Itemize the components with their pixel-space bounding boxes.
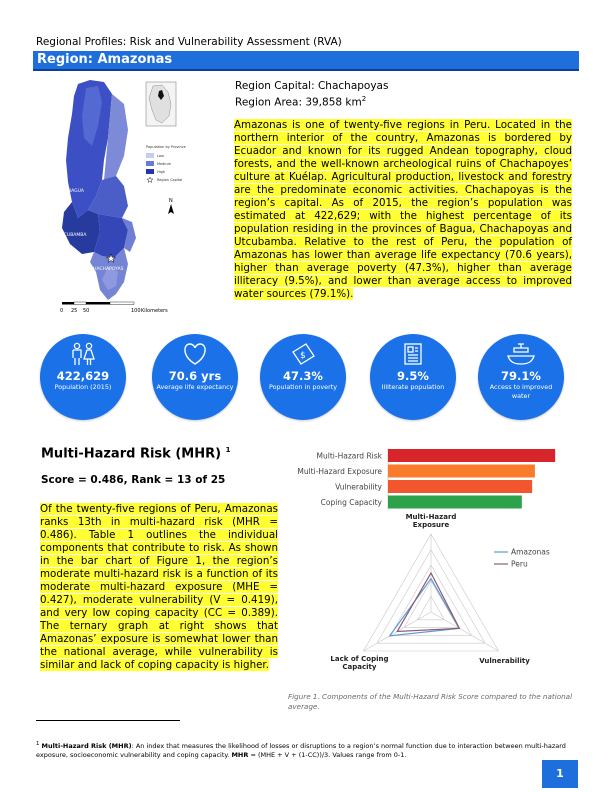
mhr-heading-sup: 1: [225, 446, 231, 454]
radar-legend-label-1: Peru: [511, 559, 528, 569]
radar-axis-label-2: Lack of Coping: [330, 655, 389, 663]
radar-axis-label-0: Exposure: [412, 521, 450, 529]
scale-tick-0: 0: [60, 308, 64, 314]
legend-medium-swatch: [146, 161, 154, 166]
scale-tick-25: 25: [71, 308, 78, 314]
legend-capital: Region Capital: [157, 178, 183, 182]
stat-life-label: Average life expectancy: [156, 383, 234, 391]
radar-axis-label-0: Multi-Hazard: [405, 513, 457, 521]
bar-multi-hazard-risk: [388, 449, 555, 462]
heart-icon: [152, 342, 238, 366]
bar-vulnerability: [388, 480, 532, 493]
scale-tick-50: 50: [83, 308, 90, 314]
region-title-bar: Region: Amazonas: [33, 51, 579, 69]
stat-water-value: 79.1%: [501, 369, 541, 383]
document-header: Regional Profiles: Risk and Vulnerability Assessment (RVA): [36, 36, 342, 48]
north-label: N: [169, 198, 173, 204]
map-label-chachapoyas: CHACHAPOYAS: [90, 267, 124, 272]
stat-population-label: Population (2015): [54, 383, 112, 391]
scale-bar: [62, 302, 134, 305]
region-capital: Region Capital: Chachapoyas: [235, 80, 389, 92]
mhr-score: Score = 0.486, Rank = 13 of 25: [41, 474, 226, 486]
stat-illiteracy-label: Illiterate population: [381, 383, 445, 391]
stat-population-value: 422,629: [56, 369, 110, 383]
footnote-text: : An index that measures the likelihood of losses or disruptions to a region’s normal function due to interaction between multi-hazard exposure, socioeconomic vulnerability and coping capacity.: [36, 742, 566, 760]
region-area: [235, 93, 366, 110]
stat-population: [40, 334, 126, 420]
stat-life-expectancy: [152, 334, 238, 420]
legend-high-swatch: [146, 169, 154, 174]
document-icon: [370, 342, 456, 366]
scale-unit: Kilometers: [141, 308, 168, 314]
region-map: [38, 76, 230, 320]
legend-title: Population by Province: [146, 145, 186, 149]
legend-medium: Medium: [157, 162, 171, 166]
stat-water-label: Access to improved water: [489, 383, 553, 400]
bar-coping-capacity: [388, 496, 522, 509]
radar-axis-label-1: Vulnerability: [479, 657, 530, 665]
stat-poverty-label: Population in poverty: [268, 383, 338, 391]
mhr-bar-chart: [280, 446, 580, 512]
stat-illiteracy-value: 9.5%: [397, 369, 429, 383]
map-label-bagua: BAGUA: [68, 189, 84, 194]
bar-label-3: Coping Capacity: [320, 498, 382, 507]
bar-label-0: Multi-Hazard Risk: [316, 451, 382, 461]
legend-high: High: [157, 170, 166, 174]
mhr-paragraph: [40, 503, 278, 672]
page-number: 1: [542, 760, 578, 788]
mhr-heading: [41, 446, 230, 461]
money-icon: [260, 342, 346, 366]
footnote-formula-term: MHR: [231, 751, 249, 760]
region-bar-underline: [33, 69, 579, 71]
scale-tick-100: 100: [131, 308, 141, 314]
stat-poverty: [260, 334, 346, 420]
mhr-heading-text: Multi-Hazard Risk (MHR): [41, 446, 222, 462]
bar-label-2: Vulnerability: [335, 482, 382, 492]
footnote: [36, 740, 576, 760]
north-arrow-icon: [168, 204, 174, 214]
radar-axis-label-2: Capacity: [342, 663, 377, 671]
footnote-marker: 1: [36, 741, 40, 747]
radar-legend-label-0: Amazonas: [511, 547, 550, 557]
footnote-term: Multi-Hazard Risk (MHR): [41, 742, 132, 751]
region-area-text: Region Area: 39,858 km: [235, 96, 362, 109]
people-icon: [40, 342, 126, 366]
intro-paragraph: [234, 119, 572, 301]
mhr-ternary-chart: [284, 512, 578, 686]
stat-illiteracy: [370, 334, 456, 420]
region-area-sup: 2: [361, 95, 367, 103]
stat-poverty-value: 47.3%: [283, 369, 323, 383]
svg-text:$: $: [300, 351, 306, 361]
bar-multi-hazard-exposure: [388, 465, 535, 478]
intro-text: Amazonas is one of twenty-five regions in Peru. Located in the northern interior of the country, Amazonas is bordered by Ecuador and known for its rugged Andean topography, cloud forests, and the well-known archeological ruins of Chachapoyes’ culture at Kuélap. Agricultural production, livestock and forestry are the predominate economic activities. Chachapoyas is the region’s capital. As of 2015, the region’s population was estimated at 422,629; with the highest percentage of its population residing in the provinces of Bagua, Chachapoyas and Utcubamba. Relative to the rest of Peru, the population of Amazonas has lower than average life expectancy (70.6 years), higher than average poverty (47.3%), higher than average illiteracy (9.5%), and lower than average access to improved water sources (79.1%).: [234, 119, 572, 300]
legend-capital-star: [147, 177, 153, 182]
map-label-utcubamba: UTCUBAMBA: [58, 233, 87, 238]
footnote-formula: = (MHE + V + (1-CC))/3. Values range from 0-1.: [248, 751, 407, 760]
legend-low: Low: [157, 154, 164, 158]
figure-caption: Figure 1. Components of the Multi-Hazard Risk Score compared to the national average.: [288, 692, 573, 711]
footnote-rule: [36, 720, 180, 721]
mhr-body-text: Of the twenty-five regions of Peru, Amazonas ranks 13th in multi-hazard risk (MHR = 0.486). Table 1 outlines the individual components that contribute to risk. As shown in the bar chart of Figure 1, the region’s moderate multi-hazard risk is a function of its moderate multi-hazard exposure (MHE = 0.427), moderate vulnerability (V = 0.419), and very low coping capacity (CC = 0.389). The ternary graph at right shows that Amazonas’ exposure is somewhat lower than the national average, while vulnerability is similar and lack of coping capacity is higher.: [40, 503, 278, 671]
faucet-icon: [478, 342, 564, 366]
radar-axis-line: [431, 612, 499, 651]
stat-life-value: 70.6 yrs: [168, 369, 222, 383]
legend-low-swatch: [146, 153, 154, 158]
stat-water-access: [478, 334, 564, 420]
bar-label-1: Multi-Hazard Exposure: [297, 467, 382, 476]
